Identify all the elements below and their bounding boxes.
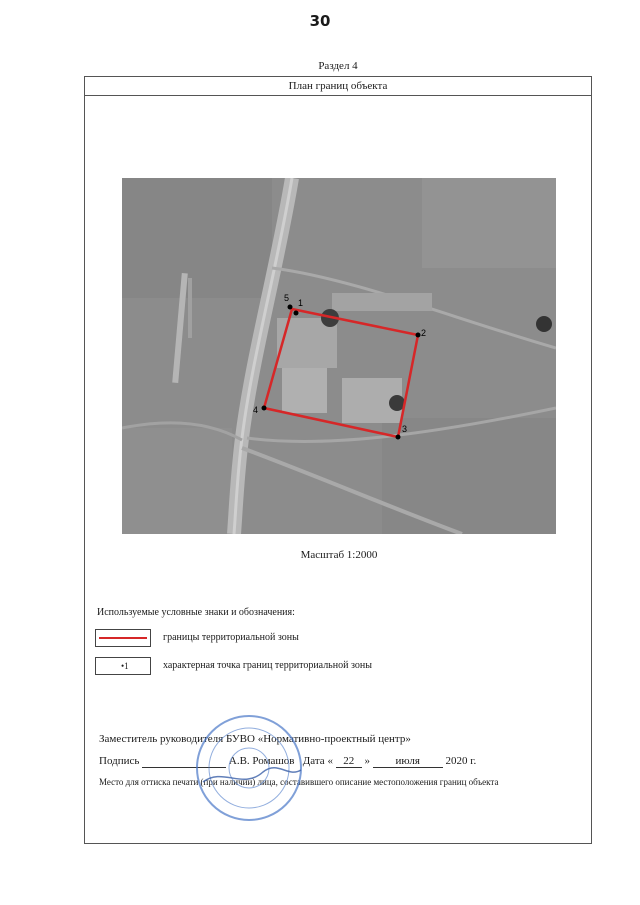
point-label: 1 xyxy=(298,298,304,308)
date-year: 2020 г. xyxy=(445,755,477,767)
terrain-patch xyxy=(122,428,232,534)
section-label: Раздел 4 xyxy=(318,60,358,72)
plan-title: План границ объекта xyxy=(85,77,591,96)
legend-item-boundary: границы территориальной зоны xyxy=(163,632,299,643)
tree xyxy=(536,316,552,332)
date-month: июля xyxy=(373,755,443,768)
legend-point-sample xyxy=(95,657,151,675)
legend-point-symbol: •1 xyxy=(121,661,129,671)
boundary-point xyxy=(288,305,293,310)
date-label: Дата « xyxy=(302,755,333,767)
point-label: 2 xyxy=(421,328,427,338)
aerial-map xyxy=(122,178,556,534)
structure-remains xyxy=(188,278,192,338)
terrain-patch xyxy=(422,178,556,268)
handwritten-signature xyxy=(203,768,301,782)
legend-line-sample xyxy=(95,629,151,647)
legend-heading: Используемые условные знаки и обозначения: xyxy=(97,607,295,618)
boundary-point xyxy=(416,333,421,338)
signature-label: Подпись xyxy=(99,755,140,767)
point-label: 3 xyxy=(402,424,408,434)
terrain-patch xyxy=(122,178,272,298)
signatory-name: А.В. Ромашов xyxy=(228,755,295,767)
point-label: 4 xyxy=(253,405,259,415)
plan-frame xyxy=(84,76,592,844)
legend-item-point: характерная точка границ территориальной зоны xyxy=(163,660,372,671)
signatory-title: Заместитель руководителя БУВО «Нормативно-проектный центр» xyxy=(99,733,411,745)
seal-place-note: Место для оттиска печати (при наличии) лица, составившего описание местоположения границ объекта xyxy=(99,777,499,787)
boundary-point xyxy=(262,406,267,411)
point-label: 5 xyxy=(284,293,290,303)
official-seal xyxy=(193,712,305,824)
boundary-point xyxy=(294,311,299,316)
boundary-point xyxy=(396,435,401,440)
building-cluster xyxy=(332,293,432,311)
date-day: 22 xyxy=(336,755,362,768)
building-cluster xyxy=(282,368,327,413)
map-scale: Масштаб 1:2000 xyxy=(300,549,378,561)
date-separator: » xyxy=(364,755,370,767)
page-number: 30 xyxy=(309,12,331,30)
